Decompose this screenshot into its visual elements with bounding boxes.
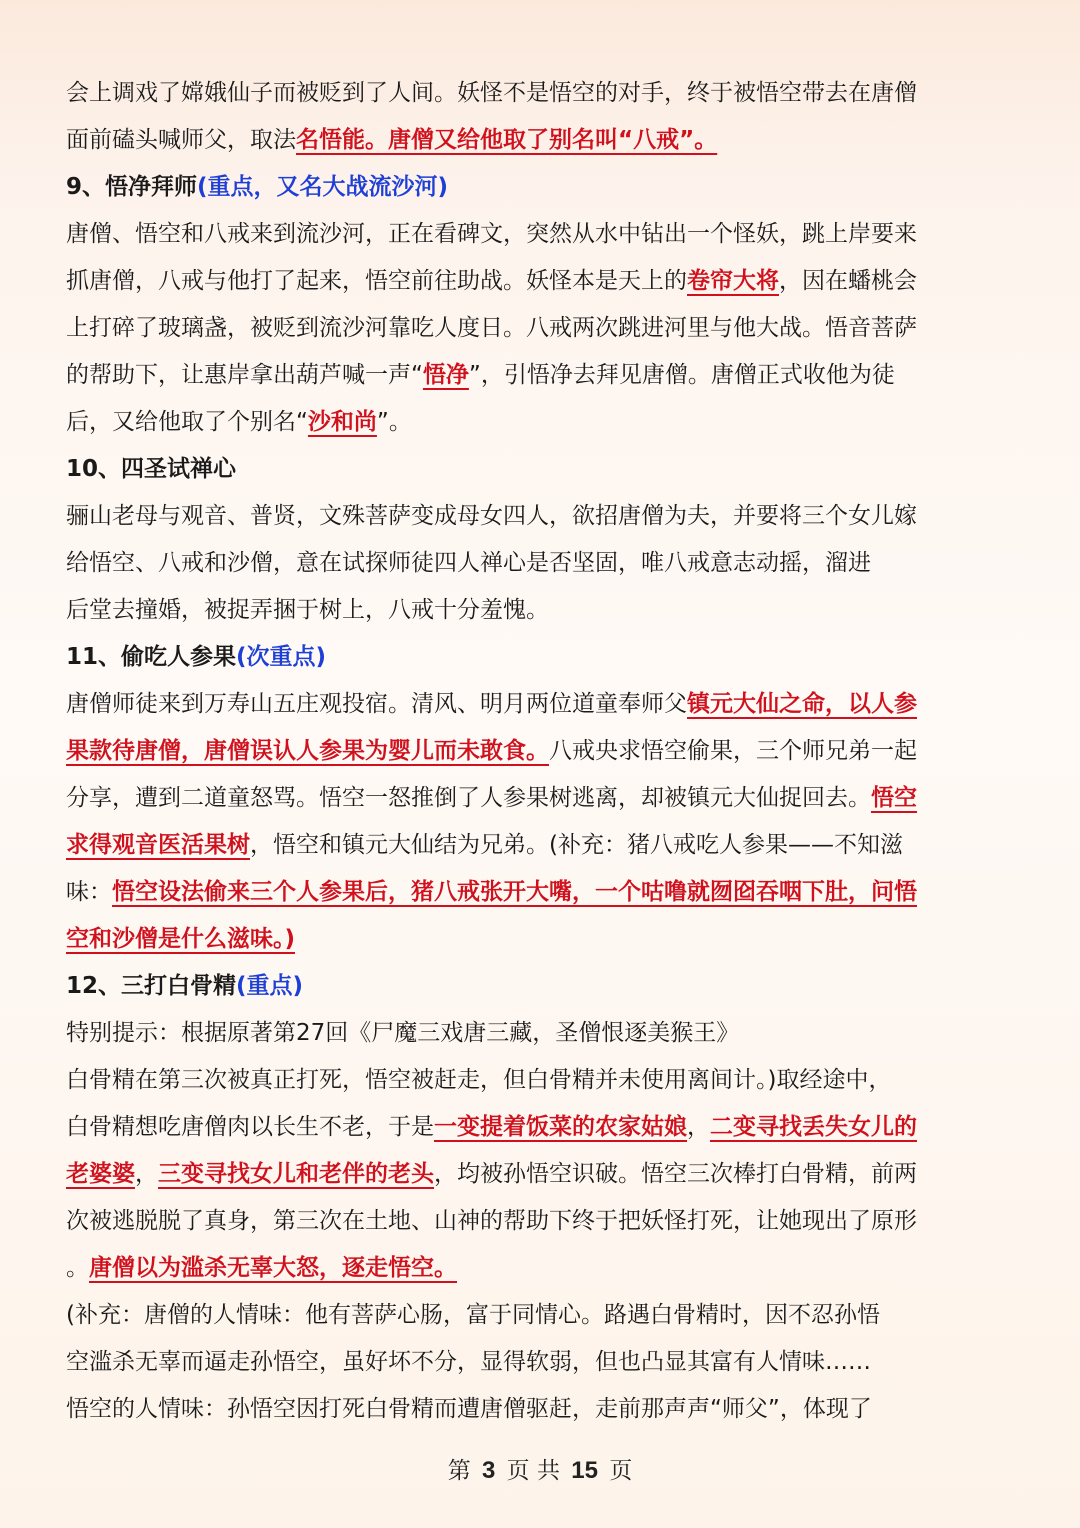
highlight-text: 空和沙僧是什么滋味。) [66, 926, 296, 952]
highlight-text: 悟空 [871, 785, 917, 811]
paragraph-line: 面前磕头喊师父，取法名悟能。唐僧又给他取了别名叫“八戒”。 [66, 127, 718, 153]
highlight-text: 卷帘大将 [687, 268, 779, 294]
paragraph-line: 抓唐僧，八戒与他打了起来，悟空前往助战。妖怪本是天上的卷帘大将，因在蟠桃会 [66, 268, 917, 294]
paragraph-line: (补充：唐僧的人情味：他有菩萨心肠，富于同情心。路遇白骨精时，因不忍孙悟 [66, 1302, 880, 1328]
highlight-text: 沙和尚 [307, 409, 377, 435]
paragraph-line: 空滥杀无辜而逼走孙悟空，虽好坏不分，显得软弱，但也凸显其富有人情味…… [66, 1349, 871, 1375]
paragraph-line: 唐僧师徒来到万寿山五庄观投宿。清风、明月两位道童奉师父镇元大仙之命，以人参 [66, 691, 917, 717]
highlight-text: 镇元大仙之命，以人参 [687, 691, 917, 717]
paragraph-line: 悟空的人情味：孙悟空因打死白骨精而遭唐僧驱赶，走前那声声“师父”，体现了 [66, 1396, 872, 1422]
page-footer: 第 3 页 共 15 页 [447, 1457, 633, 1484]
highlight-text: 悟空设法偷来三个人参果后，猪八戒张开大嘴，一个咕噜就囫囵吞咽下肚，问悟 [112, 879, 917, 905]
highlight-text: 名悟能。唐僧又给他取了别名叫“八戒”。 [296, 127, 718, 153]
paragraph-line: 白骨精想吃唐僧肉以长生不老，于是一变提着饭菜的农家姑娘，二变寻找丢失女儿的 [66, 1114, 917, 1140]
highlight-text: 悟净 [422, 362, 469, 388]
paragraph-line: 特别提示：根据原著第27回《尸魔三戏唐三藏，圣僧恨逐美猴王》 [66, 1020, 740, 1046]
paragraph-line [66, 916, 1016, 963]
paragraph-line: 给悟空、八戒和沙僧，意在试探师徒四人禅心是否坚固，唯八戒意志动摇，溜进 [66, 550, 871, 576]
paragraph-line: 后，又给他取了个别名“沙和尚”。 [66, 409, 412, 435]
highlight-text: 一变提着饭菜的农家姑娘 [434, 1114, 687, 1140]
paragraph-line: 味：悟空设法偷来三个人参果后，猪八戒张开大嘴，一个咕噜就囫囵吞咽下肚，问悟 [66, 879, 917, 905]
total-page-number: 15 [571, 1457, 598, 1484]
paragraph-line: 会上调戏了嫦娥仙子而被贬到了人间。妖怪不是悟空的对手，终于被悟空带去在唐僧 [66, 80, 917, 106]
highlight-text: 求得观音医活果树 [66, 832, 250, 858]
paragraph-line: 次被逃脱脱了真身，第三次在土地、山神的帮助下终于把妖怪打死，让她现出了原形 [66, 1208, 917, 1234]
paragraph-line: 分享，遭到二道童怒骂。悟空一怒推倒了人参果树逃离，却被镇元大仙捉回去。悟空 [66, 785, 917, 811]
highlight-text: 果款待唐僧，唐僧误认人参果为婴儿而未敢食。 [66, 738, 549, 764]
paragraph-line: 骊山老母与观音、普贤，文殊菩萨变成母女四人，欲招唐僧为夫，并要将三个女儿嫁 [66, 503, 917, 529]
paragraph-line: 后堂去撞婚，被捉弄捆于树上，八戒十分羞愧。 [66, 597, 549, 623]
paragraph-line: 上打碎了玻璃盏，被贬到流沙河靠吃人度日。八戒两次跳进河里与他大战。悟音菩萨 [66, 315, 917, 341]
section-heading-11: 11、偷吃人参果(次重点) [66, 644, 327, 670]
paragraph-line: 老婆婆，三变寻找女儿和老伴的老头，均被孙悟空识破。悟空三次棒打白骨精，前两 [66, 1161, 917, 1187]
importance-tag: (重点) [236, 973, 304, 999]
importance-tag: (次重点) [236, 644, 327, 670]
paragraph-line: 果款待唐僧，唐僧误认人参果为婴儿而未敢食。八戒央求悟空偷果，三个师兄弟一起 [66, 738, 917, 764]
paragraph-line: 唐僧、悟空和八戒来到流沙河，正在看碑文，突然从水中钻出一个怪妖，跳上岸要来 [66, 221, 917, 247]
section-heading-9: 9、悟净拜师(重点，又名大战流沙河) [66, 174, 449, 200]
page-content [66, 70, 1016, 1433]
highlight-text: 唐僧以为滥杀无辜大怒，逐走悟空。 [89, 1255, 457, 1281]
paragraph-line: 。唐僧以为滥杀无辜大怒，逐走悟空。 [66, 1255, 457, 1281]
section-heading-12: 12、三打白骨精(重点) [66, 973, 304, 999]
paragraph-line: 求得观音医活果树，悟空和镇元大仙结为兄弟。(补充：猪八戒吃人参果——不知滋 [66, 832, 903, 858]
importance-tag: (重点，又名大战流沙河) [197, 174, 449, 200]
paragraph-line: 白骨精在第三次被真正打死，悟空被赶走，但白骨精并未使用离间计。)取经途中， [66, 1067, 892, 1093]
section-heading-10: 10、四圣试禅心 [66, 456, 237, 482]
highlight-text: 三变寻找女儿和老伴的老头 [158, 1161, 434, 1187]
highlight-text: 老婆婆 [66, 1161, 135, 1187]
current-page-number: 3 [482, 1457, 496, 1484]
highlight-text: 二变寻找丢失女儿的 [710, 1114, 917, 1140]
paragraph-line: 的帮助下，让惠岸拿出葫芦喊一声“悟净”，引悟净去拜见唐僧。唐僧正式收他为徒 [66, 362, 895, 388]
